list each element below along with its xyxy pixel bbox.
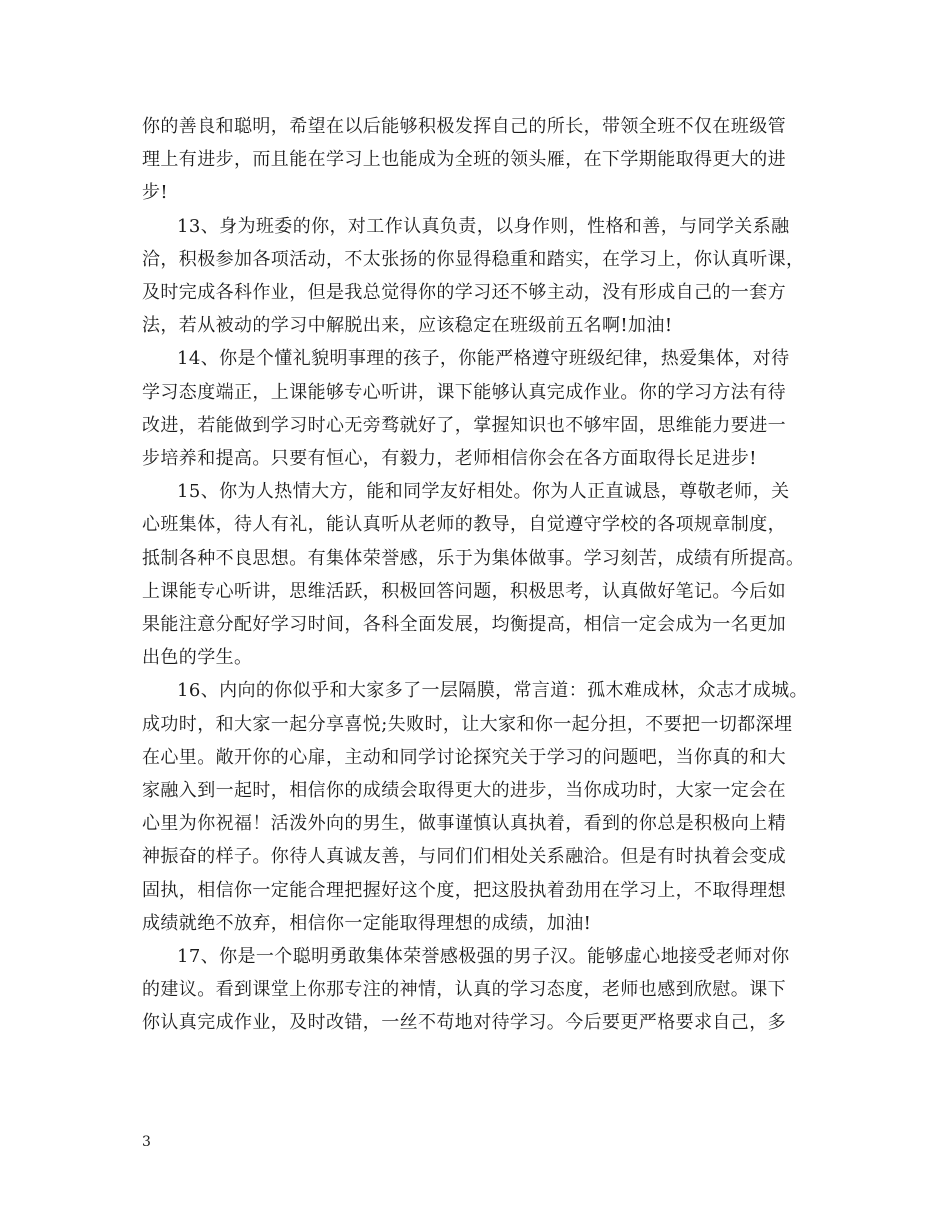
text-line: 13、身为班委的你，对工作认真负责，以身作则，性格和善，与同学关系融 bbox=[177, 215, 790, 237]
paragraph-item-17 bbox=[142, 940, 812, 1040]
text-line: 步! bbox=[142, 182, 169, 204]
text-line: 16、内向的你似乎和大家多了一层隔膜，常言道：孤木难成林，众志才成城。 bbox=[177, 680, 808, 702]
document-body bbox=[142, 110, 812, 1040]
text-line: 15、你为人热情大方，能和同学友好相处。你为人正直诚恳，尊敬老师，关 bbox=[177, 481, 790, 503]
text-line: 法，若从被动的学习中解脱出来，应该稳定在班级前五名啊!加油! bbox=[142, 315, 673, 337]
text-line: 17、你是一个聪明勇敢集体荣誉感极强的男子汉。能够虚心地接受老师对你 bbox=[177, 946, 790, 968]
text-line: 神振奋的样子。你待人真诚友善，与同们们相处关系融洽。但是有时执着会变成 bbox=[142, 846, 786, 868]
text-line: 的建议。看到课堂上你那专注的神情，认真的学习态度，老师也感到欣慰。课下 bbox=[142, 979, 786, 1001]
text-line: 及时完成各科作业，但是我总觉得你的学习还不够主动，没有形成自己的一套方 bbox=[142, 282, 786, 304]
text-line: 你认真完成作业，及时改错，一丝不苟地对待学习。今后要更严格要求自己，多 bbox=[142, 1012, 786, 1034]
text-line: 成功时，和大家一起分享喜悦;失败时，让大家和你一起分担，不要把一切都深埋 bbox=[142, 713, 793, 735]
text-line: 果能注意分配好学习时间，各科全面发展，均衡提高，相信一定会成为一名更加 bbox=[142, 614, 786, 636]
text-line: 改进，若能做到学习时心无旁骛就好了，掌握知识也不够牢固，思维能力要进一 bbox=[142, 414, 786, 436]
text-line: 家融入到一起时，相信你的成绩会取得更大的进步，当你成功时，大家一定会在 bbox=[142, 780, 786, 802]
text-line: 心里为你祝福！活泼外向的男生，做事谨慎认真执着，看到的你总是积极向上精 bbox=[142, 813, 786, 835]
text-line: 心班集体，待人有礼，能认真听从老师的教导，自觉遵守学校的各项规章制度， bbox=[142, 514, 786, 536]
text-line: 洽，积极参加各项活动，不太张扬的你显得稳重和踏实，在学习上，你认真听课， bbox=[142, 248, 805, 270]
text-line: 步培养和提高。只要有恒心，有毅力，老师相信你会在各方面取得长足进步! bbox=[142, 448, 757, 470]
paragraph-item-15 bbox=[142, 475, 812, 674]
text-line: 学习态度端正，上课能够专心听讲，课下能够认真完成作业。你的学习方法有待 bbox=[142, 381, 786, 403]
paragraph-item-13 bbox=[142, 210, 812, 343]
text-line: 成绩就绝不放弃，相信你一定能取得理想的成绩，加油! bbox=[142, 912, 592, 934]
page-number: 3 bbox=[142, 1134, 151, 1150]
paragraph-continued bbox=[142, 110, 812, 210]
paragraph-item-14 bbox=[142, 342, 812, 475]
text-line: 你的善良和聪明，希望在以后能够积极发挥自己的所长，带领全班不仅在班级管 bbox=[142, 116, 786, 137]
text-line: 理上有进步，而且能在学习上也能成为全班的领头雁，在下学期能取得更大的进 bbox=[142, 149, 786, 171]
paragraph-item-16 bbox=[142, 674, 812, 940]
text-line: 抵制各种不良思想。有集体荣誉感，乐于为集体做事。学习刻苦，成绩有所提高。 bbox=[142, 547, 805, 569]
text-line: 固执，相信你一定能合理把握好这个度，把这股执着劲用在学习上，不取得理想 bbox=[142, 879, 786, 901]
text-line: 上课能专心听讲，思维活跃，积极回答问题，积极思考，认真做好笔记。今后如 bbox=[142, 580, 786, 602]
text-line: 出色的学生。 bbox=[142, 647, 253, 669]
text-line: 在心里。敞开你的心扉，主动和同学讨论探究关于学习的问题吧，当你真的和大 bbox=[142, 746, 786, 768]
text-line: 14、你是个懂礼貌明事理的孩子，你能严格遵守班级纪律，热爱集体，对待 bbox=[177, 348, 790, 370]
